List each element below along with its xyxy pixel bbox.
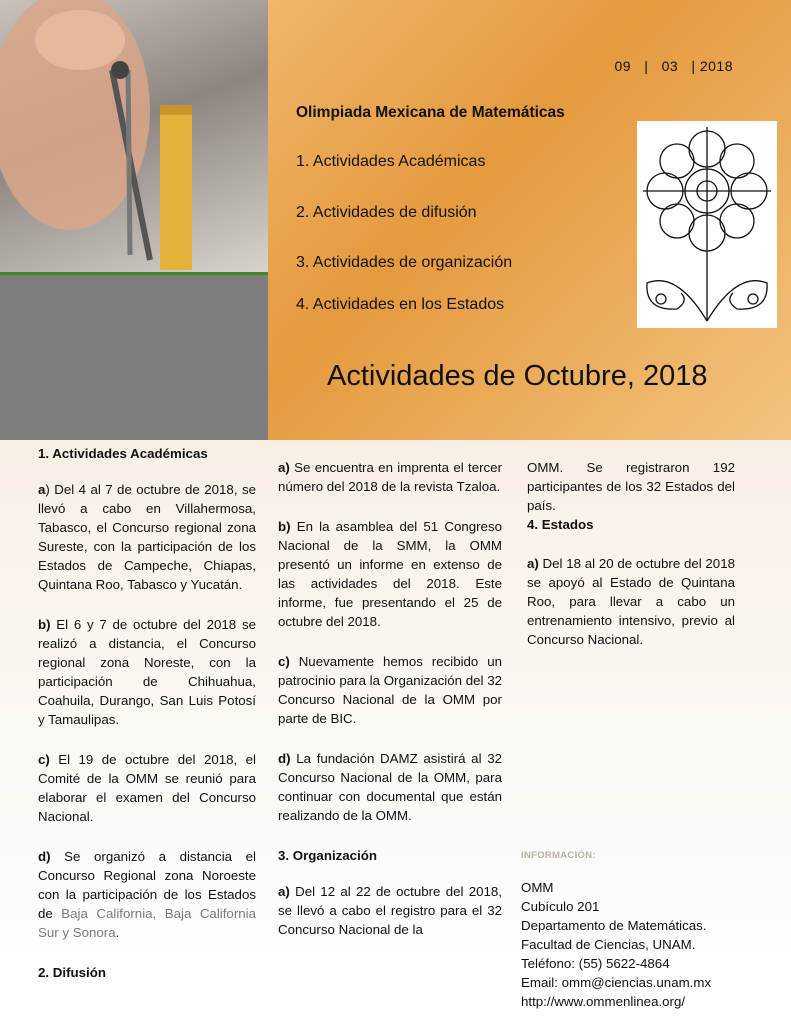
org-title: Olimpiada Mexicana de Matemáticas <box>296 104 565 121</box>
paragraph: a) Del 4 al 7 de octubre de 2018, se llevó a cabo en Villahermosa, Tabasco, el Concurso regional zona Sureste, con la participación de los Estados de Campeche, Chiapas, Quintana Roo, Tabasco y Yucatán. <box>38 482 256 592</box>
paragraph: d) La fundación DAMZ asistirá al 32 Concurso Nacional de la OMM, para continuar con documental que están realizando de la OMM. <box>278 751 502 823</box>
states-link[interactable]: Baja California, Baja California Sur y Sonora <box>38 906 256 940</box>
grey-block <box>0 275 268 440</box>
section-heading: 3. Organización <box>278 848 378 863</box>
contact-org: OMM <box>521 880 554 895</box>
section-heading: 1. Actividades Académicas <box>38 446 208 461</box>
paragraph: b) En la asamblea del 51 Congreso Nacional de la SMM, la OMM presentó un informe en extenso de las actividades del 2018. Este informe, fue presentando el 25 de octubre del 2018. <box>278 519 502 629</box>
header-photo <box>0 0 268 275</box>
omm-flower-logo <box>637 121 777 328</box>
paragraph: a) Del 12 al 22 de octubre del 2018, se llevó a cabo el registro para el 32 Concurso Nacional de la <box>278 884 502 937</box>
column-2 <box>278 458 502 960</box>
contact-email[interactable]: Email: omm@ciencias.unam.mx <box>521 975 712 990</box>
section-heading: 4. Estados <box>527 517 594 532</box>
contact-office: Cubículo 201 <box>521 899 600 914</box>
activity-item: 1. Actividades Académicas <box>296 153 486 170</box>
flower-logo-icon <box>637 121 777 328</box>
paragraph: c) Nuevamente hemos recibido un patrocinio para la Organización del 32 Concurso Nacional de la OMM por parte de BIC. <box>278 654 502 726</box>
hand-pencil-compass-image <box>0 0 268 275</box>
activity-item: 4. Actividades en los Estados <box>296 296 505 313</box>
paragraph: c) El 19 de octubre del 2018, el Comité de la OMM se reunió para elaborar el examen del Concurso Nacional. <box>38 752 256 824</box>
column-3 <box>527 458 735 670</box>
paragraph: a) Se encuentra en imprenta el tercer número del 2018 de la revista Tzaloa. <box>278 460 502 494</box>
section-heading: 2. Difusión <box>38 965 106 980</box>
paragraph: OMM. Se registraron 192 participantes de los 32 Estados del país. <box>527 460 735 513</box>
contact-website-link[interactable]: http://www.ommenlinea.org/ <box>521 994 686 1009</box>
contact-dept: Departamento de Matemáticas. <box>521 918 707 933</box>
contact-phone: Teléfono: (55) 5622-4864 <box>521 956 670 971</box>
issue-date: 09 | 03 | 2018 <box>614 58 733 74</box>
contact-faculty: Facultad de Ciencias, UNAM. <box>521 937 696 952</box>
main-title: Actividades de Octubre, 2018 <box>327 360 708 392</box>
paragraph: d) Se organizó a distancia el Concurso Regional zona Noroeste con la participación de los Estados de Baja California, Baja California Sur y Sonora. <box>38 849 256 940</box>
paragraph: b) El 6 y 7 de octubre del 2018 se realizó a distancia, el Concurso regional zona Noreste, con la participación de Chihuahua, Coahuila, Durango, San Luis Potosí y Tamaulipas. <box>38 617 256 727</box>
contact-info <box>521 878 711 1011</box>
info-label: INFORMACIÓN: <box>521 850 596 861</box>
column-1 <box>38 444 256 999</box>
activity-item: 3. Actividades de organización <box>296 254 513 271</box>
activity-item: 2. Actividades de difusión <box>296 204 477 221</box>
paragraph: a) Del 18 al 20 de octubre del 2018 se apoyó al Estado de Quintana Roo, para llevar a cabo un entrenamiento intensivo, previo al Concurso Nacional. <box>527 556 735 647</box>
